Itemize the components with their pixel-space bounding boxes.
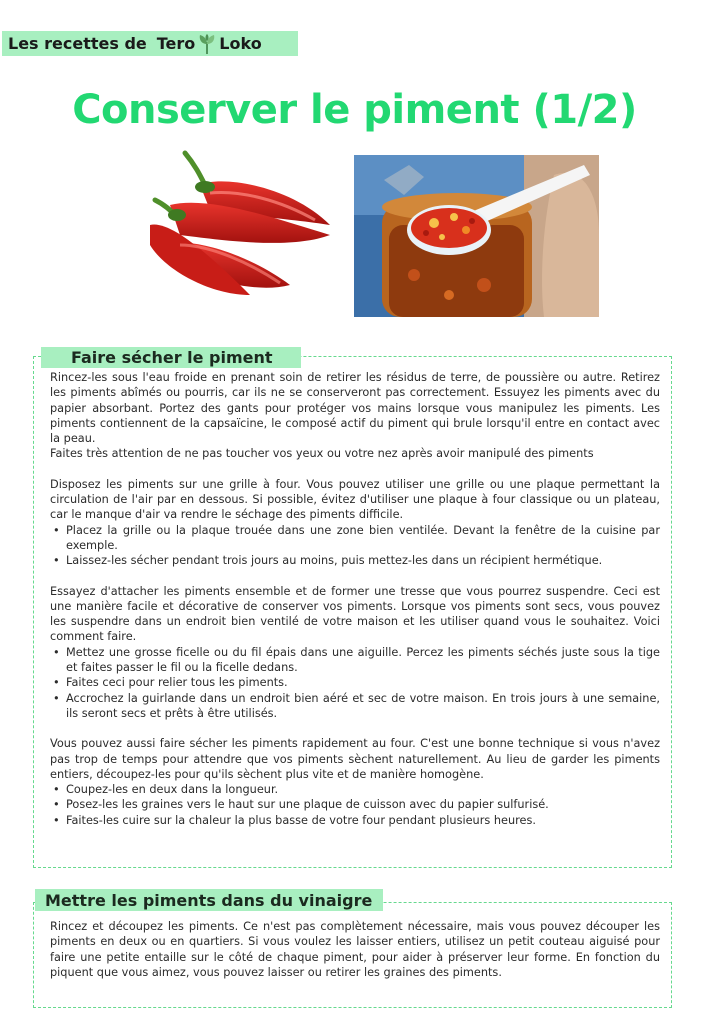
list-item: • Faites ceci pour relier tous les piments.: [50, 675, 660, 690]
brand-banner: [2, 31, 298, 56]
brand-prefix: Les recettes de: [8, 34, 147, 53]
list-item: • Mettez une grosse ficelle ou du fil épais dans une aiguille. Percez les piments séchés juste sous la tige et faites passer le fil ou la ficelle dedans.: [50, 645, 660, 676]
drying-paragraph-3: Essayez d'attacher les piments ensemble et de former une tresse que vous pourrez suspendre. Ceci est une manière facile et décorative de conserver vos piments. Lorsque vos piments sont secs, vous pouvez les suspendre dans un endroit bien ventilé de votre maison et les utiliser quand vous le souhaitez. Voici comment faire.: [50, 584, 660, 644]
section-vinegar-body: [50, 919, 660, 980]
drying-paragraph-4: Vous pouvez aussi faire sécher les piments rapidement au four. C'est une bonne technique si vous n'avez pas trop de temps pour attendre que vos piments sèchent naturellement. Au lieu de garder les piments entiers, découpez-les pour qu'ils sèchent plus vite et de manière homogène.: [50, 737, 660, 781]
drying-list-2: [50, 523, 660, 569]
list-item: • Placez la grille ou la plaque trouée dans une zone bien ventilée. Devant la fenêtre de la cuisine par exemple.: [50, 523, 660, 554]
page-title: Conserver le piment (1/2): [72, 87, 637, 133]
list-item: • Coupez-les en deux dans la longueur.: [50, 782, 660, 797]
chili-flakes-jar-photo: [354, 155, 599, 317]
section-vinegar-heading: Mettre les piments dans du vinaigre: [35, 889, 383, 911]
list-item: • Laissez-les sécher pendant trois jours au moins, puis mettez-les dans un récipient hermétique.: [50, 553, 660, 568]
brand-name-part1: Tero: [156, 34, 196, 53]
drying-list-3: [50, 645, 660, 721]
drying-paragraph-1: Rincez-les sous l'eau froide en prenant soin de retirer les résidus de terre, de poussière ou autre. Retirez les piments abîmés ou pourris, car ils ne se conserveront pas correctement. Essuyez les piments avec du papier absorbant. Portez des gants pour protéger vos mains lorsque vous manipulez les piments. Les piments contiennent de la capsaïcine, le composé actif du piment qui brule lorsqu'il entre en contact avec la peau.: [50, 371, 660, 446]
vinegar-paragraph-1: Rincez et découpez les piments. Ce n'est pas complètement nécessaire, mais vous pouvez découper les piments en deux ou en quartiers. Si vous voulez les laisser entiers, utilisez un petit couteau aiguisé pour faire une petite entaille sur le côté de chaque piment, pour aider à préserver leur forme. En fonction du piquent que vous aimez, vous pouvez laisser ou retirer les graines des piments.: [50, 920, 660, 979]
drying-paragraph-1b: Faites très attention de ne pas toucher vos yeux ou votre nez après avoir manipulé des piments: [50, 447, 594, 461]
list-item: • Posez-les les graines vers le haut sur une plaque de cuisson avec du papier sulfurisé.: [50, 797, 660, 812]
brand-name-part2: Loko: [219, 34, 262, 53]
list-item: • Accrochez la guirlande dans un endroit bien aéré et sec de votre maison. En trois jours à une semaine, ils seront secs et prêts à être utilisés.: [50, 691, 660, 722]
section-drying-body: [50, 370, 660, 828]
section-drying-heading: Faire sécher le piment: [41, 347, 301, 368]
chili-peppers-photo: [140, 145, 335, 315]
drying-paragraph-2: Disposez les piments sur une grille à four. Vous pouvez utiliser une grille ou une plaque permettant la circulation de l'air par en dessous. Si possible, évitez d'utiliser une plaque à four classique ou un plateau, car le manque d'air va rendre le séchage des piments difficile.: [50, 477, 660, 522]
leaf-icon: [197, 33, 217, 55]
drying-list-4: [50, 782, 660, 828]
list-item: • Faites-les cuire sur la chaleur la plus basse de votre four pendant plusieurs heures.: [50, 813, 660, 828]
